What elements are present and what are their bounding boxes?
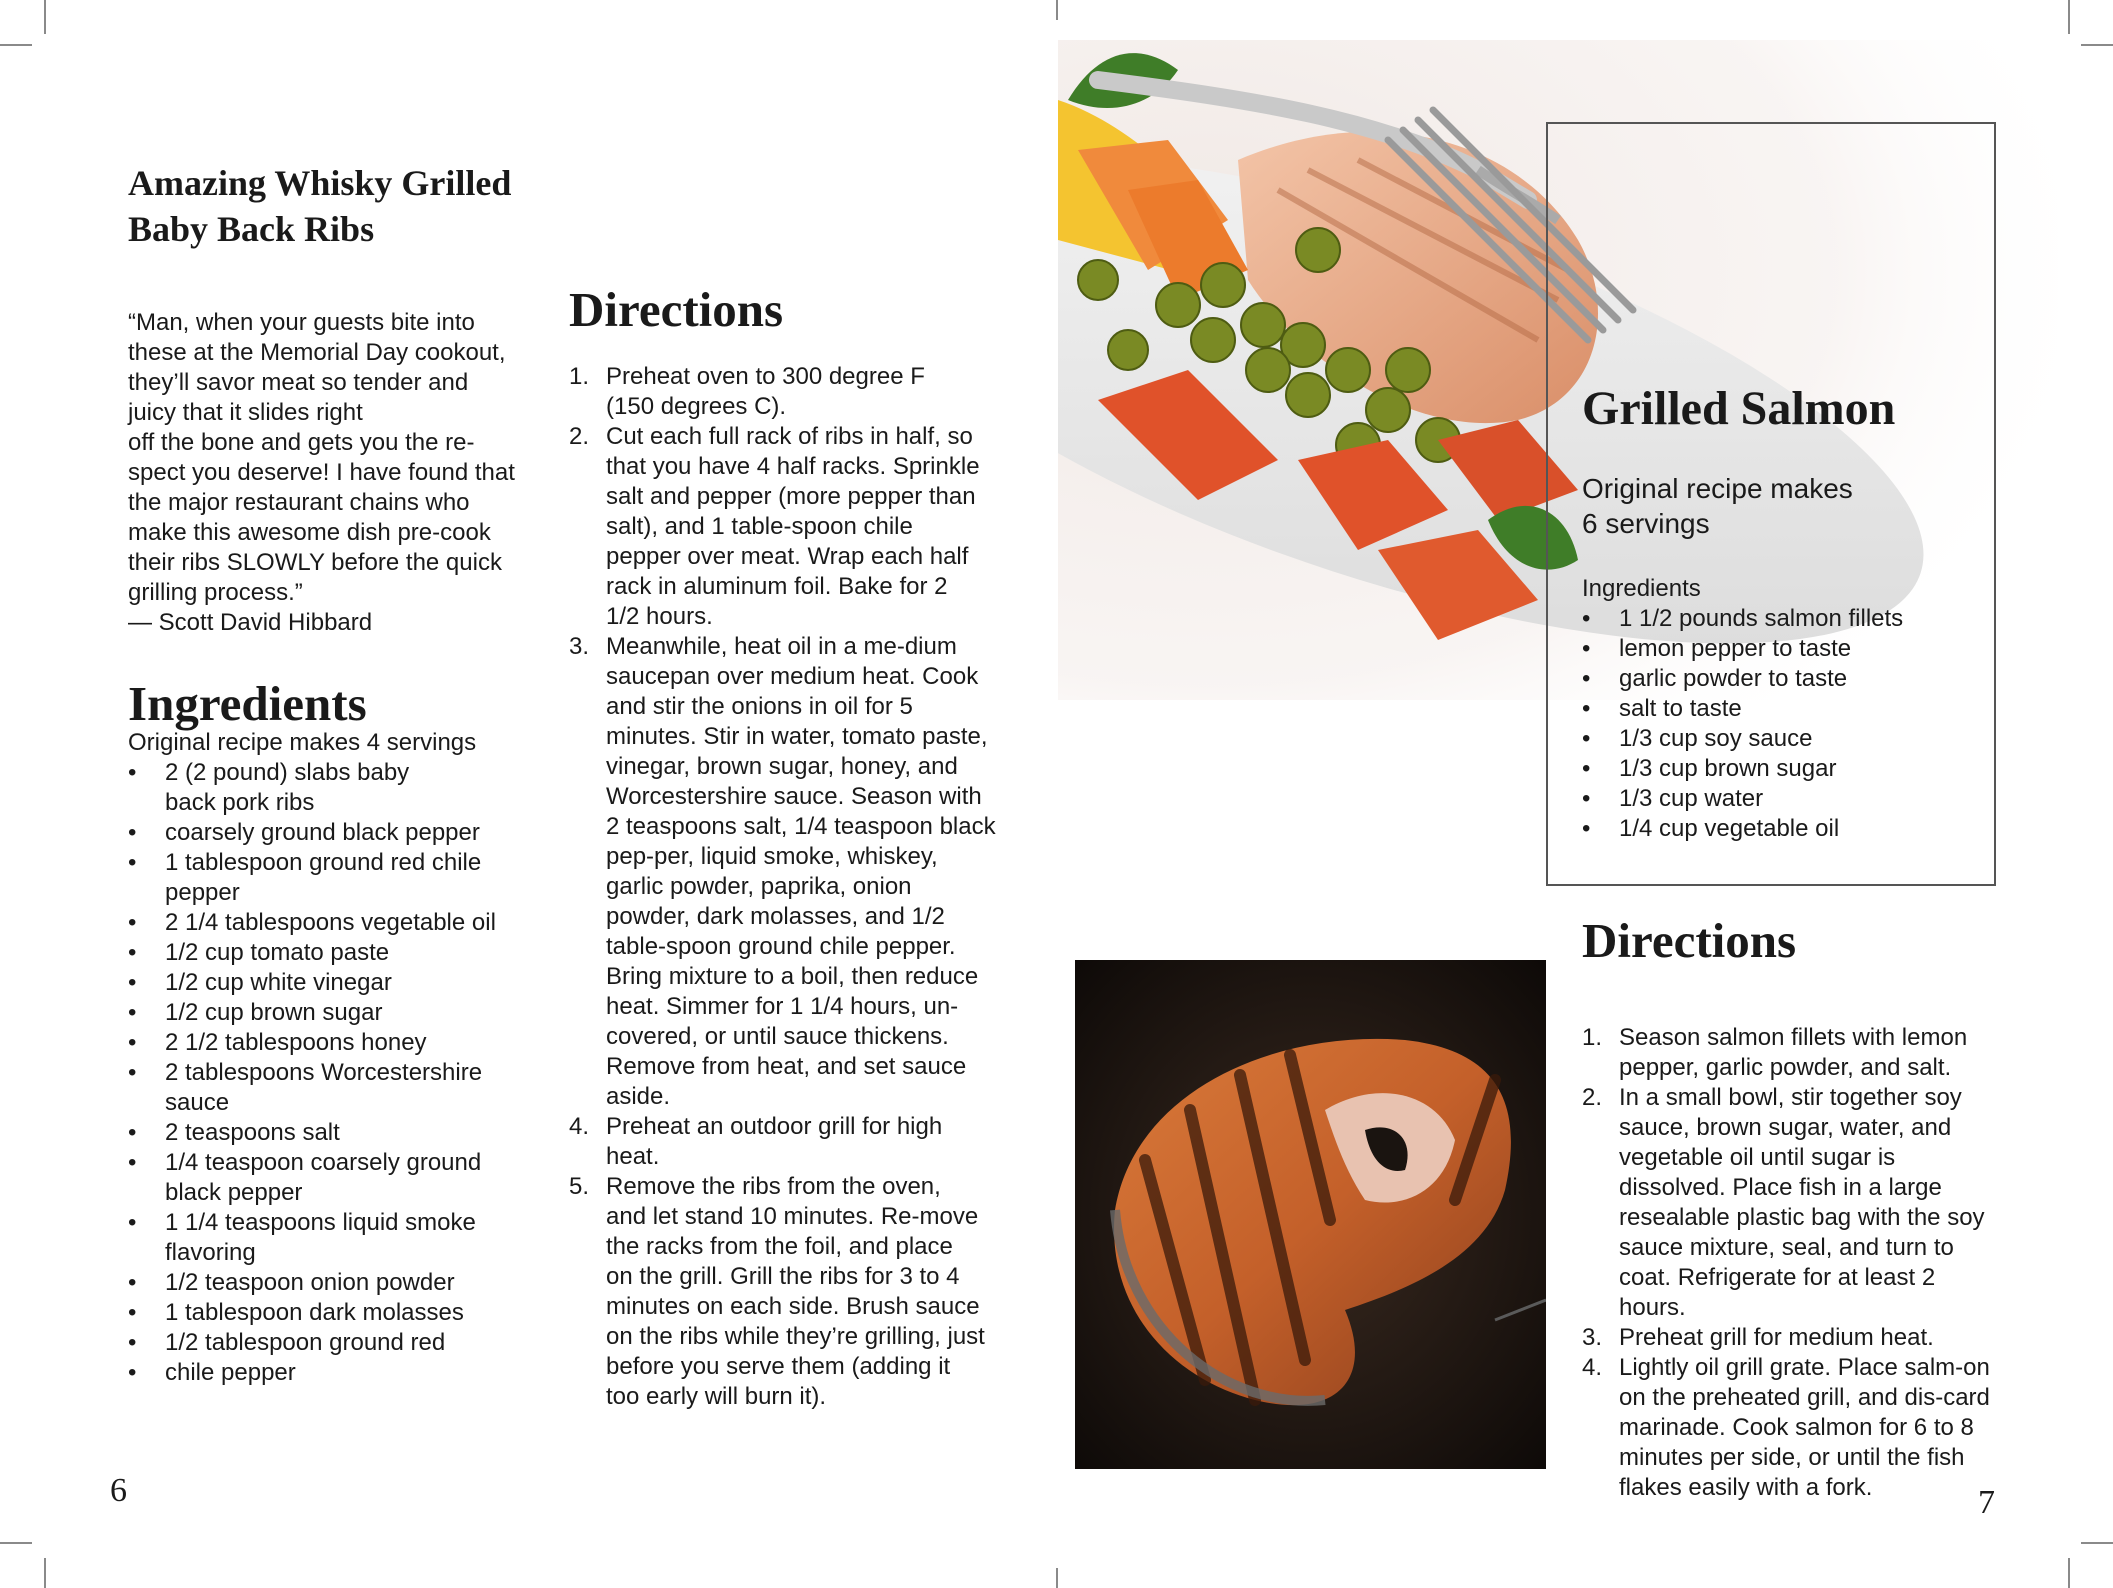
ingredient-item: • salt to taste bbox=[1582, 694, 1982, 724]
crop-mark bbox=[0, 1542, 32, 1544]
ingredient-item: • coarsely ground black pepper bbox=[128, 818, 508, 848]
directions-list bbox=[569, 362, 996, 1412]
crop-mark bbox=[44, 1558, 46, 1588]
ingredient-item: • 2 (2 pound) slabs baby back pork ribs bbox=[128, 758, 465, 818]
direction-step: 2. Cut each full rack of ribs in half, so that you have 4 half racks. Sprinkle salt and pepper (more pepper than salt), and 1 table-spoon chile pepper over meat. Wrap each half rack in aluminum foil. Bake for 2 1/2 hours. bbox=[569, 423, 980, 630]
crop-mark bbox=[44, 0, 46, 34]
direction-step-text: Meanwhile, heat oil in a me-dium saucepan over medium heat. Cook and stir the onions in oil for 5 minutes. Stir in water, tomato paste, vinegar, brown sugar, honey, and Worcestershire sauce. Season with 2 teaspoons salt, 1/4 teaspoon black pep-per, liquid smoke, whiskey, garlic powder, paprika, onion powder, dark molasses, and 1/2 table-spoon ground chile pepper. Bring mixture to a boil, then reduce heat. Simmer for 1 1/4 hours, un-covered, or until sauce thickens. Remove from heat, and set sauce aside. bbox=[606, 633, 996, 1110]
ingredient-item: • 1 1/2 pounds salmon fillets bbox=[1582, 604, 1982, 634]
ingredient-item: • 2 1/4 tablespoons vegetable oil bbox=[128, 908, 508, 938]
ingredient-item: • 1/3 cup water bbox=[1582, 784, 1982, 814]
quote-line: their ribs SLOWLY before the quick bbox=[128, 549, 502, 576]
quote-line: the major restaurant chains who bbox=[128, 489, 470, 516]
recipe-title-line1: Amazing Whisky Grilled bbox=[128, 163, 512, 203]
ingredient-item: • 1/4 cup vegetable oil bbox=[1582, 814, 1982, 844]
quote-attribution: — Scott David Hibbard bbox=[128, 609, 373, 636]
ingredients-section bbox=[128, 728, 548, 1388]
quote-line: off the bone and gets you the re- bbox=[128, 429, 475, 456]
ingredient-item: • lemon pepper to taste bbox=[1582, 634, 1982, 664]
direction-step: 1. Season salmon fillets with lemon pepper, garlic powder, and salt. bbox=[1582, 1024, 1968, 1081]
recipe-title-line2: Baby Back Ribs bbox=[128, 209, 375, 249]
direction-step: 1. Preheat oven to 300 degree F (150 degrees C). bbox=[569, 363, 925, 420]
direction-step-text: Lightly oil grill grate. Place salm-on on the preheated grill, and dis-card marinade. Cook salmon for 6 to 8 minutes per side, or until the fish flakes easily with a fork. bbox=[1619, 1354, 1990, 1501]
quote-line: juicy that it slides right bbox=[128, 399, 363, 426]
salmon-servings bbox=[1582, 471, 1853, 541]
grilled-salmon-steak-photo bbox=[1075, 960, 1546, 1469]
ingredient-item: • 1/2 cup tomato paste bbox=[128, 938, 508, 968]
servings-line: 6 servings bbox=[1582, 508, 1710, 539]
quote-line: they’ll savor meat so tender and bbox=[128, 369, 469, 396]
ingredient-item: • 1/2 teaspoon onion powder bbox=[128, 1268, 508, 1298]
salmon-ingredients-list bbox=[1582, 604, 1982, 844]
quote-line: these at the Memorial Day cookout, bbox=[128, 339, 506, 366]
ingredients-label: Ingredients bbox=[1582, 575, 1701, 602]
direction-step: 4. Preheat an outdoor grill for high heat. bbox=[569, 1113, 943, 1170]
page-number: 7 bbox=[1978, 1484, 1995, 1521]
direction-step-text: Remove the ribs from the oven, and let stand 10 minutes. Re-move the racks from the foil, and place on the grill. Grill the ribs for 3 to 4 minutes on each side. Brush sauce on the ribs while they’re grilling, just before you serve them (adding it too early will burn it). bbox=[606, 1173, 985, 1410]
ingredient-item: • 1/2 cup brown sugar bbox=[128, 998, 508, 1028]
crop-mark bbox=[1056, 0, 1058, 20]
crop-mark bbox=[2081, 44, 2113, 46]
ingredient-item: • garlic powder to taste bbox=[1582, 664, 1982, 694]
direction-step: 4. Lightly oil grill grate. Place salm-on on the preheated grill, and dis-card marinade. Cook salmon for 6 to 8 minutes per side, or until the fish flakes easily with a fork. bbox=[1582, 1354, 1990, 1501]
salmon-title: Grilled Salmon bbox=[1582, 382, 1896, 435]
ingredient-item: • 2 tablespoons Worcestershire sauce bbox=[128, 1058, 505, 1118]
direction-step-text: In a small bowl, stir together soy sauce, brown sugar, water, and vegetable oil until sugar is dissolved. Place fish in a large resealable plastic bag with the soy sauce mixture, seal, and turn to coat. Refrigerate for at least 2 hours. bbox=[1619, 1084, 1985, 1321]
crop-mark bbox=[2081, 1542, 2113, 1544]
ingredients-heading: Ingredients bbox=[128, 676, 367, 731]
ingredient-item: • 1/2 cup white vinegar bbox=[128, 968, 508, 998]
crop-mark bbox=[1056, 1568, 1058, 1588]
ingredient-item: • 1/3 cup brown sugar bbox=[1582, 754, 1982, 784]
directions-heading: Directions bbox=[569, 282, 784, 337]
direction-step-text: Cut each full rack of ribs in half, so that you have 4 half racks. Sprinkle salt and pepper (more pepper than salt), and 1 table-spoon chile pepper over meat. Wrap each half rack in aluminum foil. Bake for 2 1/2 hours. bbox=[606, 423, 980, 630]
direction-step-text: Preheat grill for medium heat. bbox=[1619, 1324, 1934, 1351]
salmon-directions-list bbox=[1582, 1023, 2002, 1503]
direction-step-text: Preheat oven to 300 degree F (150 degrees C). bbox=[606, 363, 925, 420]
direction-step-text: Preheat an outdoor grill for high heat. bbox=[606, 1113, 943, 1170]
ingredient-item: • 1 tablespoon dark molasses bbox=[128, 1298, 508, 1328]
ingredient-item: • 1/3 cup soy sauce bbox=[1582, 724, 1982, 754]
salmon-steak-illustration bbox=[1075, 960, 1546, 1469]
direction-step: 5. Remove the ribs from the oven, and let stand 10 minutes. Re-move the racks from the foil, and place on the grill. Grill the ribs for 3 to 4 minutes on each side. Brush sauce on the ribs while they’re grilling, just before you serve them (adding it too early will burn it). bbox=[569, 1173, 985, 1410]
salmon-ingredients bbox=[1582, 574, 1982, 844]
crop-mark bbox=[0, 44, 32, 46]
crop-mark bbox=[2068, 1558, 2070, 1588]
ingredients-list bbox=[128, 758, 508, 1388]
quote-line: spect you deserve! I have found that bbox=[128, 459, 515, 486]
page-number: 6 bbox=[110, 1472, 127, 1509]
ingredient-item: • 1 tablespoon ground red chile pepper bbox=[128, 848, 505, 908]
ingredient-item: • 1 1/4 teaspoons liquid smoke flavoring bbox=[128, 1208, 505, 1268]
ingredient-item: • 2 1/2 tablespoons honey bbox=[128, 1028, 508, 1058]
salmon-directions-heading: Directions bbox=[1582, 913, 1797, 968]
servings-line: Original recipe makes bbox=[1582, 473, 1853, 504]
testimonial-quote bbox=[128, 308, 548, 638]
ingredient-item: • 2 teaspoons salt bbox=[128, 1118, 508, 1148]
servings-text: Original recipe makes 4 servings bbox=[128, 729, 477, 756]
recipe-title bbox=[128, 160, 511, 252]
direction-step: 3. Meanwhile, heat oil in a me-dium saucepan over medium heat. Cook and stir the onions in oil for 5 minutes. Stir in water, tomato paste, vinegar, brown sugar, honey, and Worcestershire sauce. Season with 2 teaspoons salt, 1/4 teaspoon black pep-per, liquid smoke, whiskey, garlic powder, paprika, onion powder, dark molasses, and 1/2 table-spoon ground chile pepper. Bring mixture to a boil, then reduce heat. Simmer for 1 1/4 hours, un-covered, or until sauce thickens. Remove from heat, and set sauce aside. bbox=[569, 633, 996, 1110]
quote-line: “Man, when your guests bite into bbox=[128, 309, 475, 336]
direction-step: 2. In a small bowl, stir together soy sauce, brown sugar, water, and vegetable oil until sugar is dissolved. Place fish in a large resealable plastic bag with the soy sauce mixture, seal, and turn to coat. Refrigerate for at least 2 hours. bbox=[1582, 1084, 1985, 1321]
ingredient-item: • 1/2 tablespoon ground red bbox=[128, 1328, 508, 1358]
crop-mark bbox=[2068, 0, 2070, 34]
ingredient-item: • chile pepper bbox=[128, 1358, 508, 1388]
quote-line: grilling process.” bbox=[128, 579, 303, 606]
direction-step-text: Season salmon fillets with lemon pepper, garlic powder, and salt. bbox=[1619, 1024, 1968, 1081]
quote-line: make this awesome dish pre-cook bbox=[128, 519, 491, 546]
ingredient-item: • 1/4 teaspoon coarsely ground black pepper bbox=[128, 1148, 505, 1208]
direction-step: 3. Preheat grill for medium heat. bbox=[1582, 1324, 1934, 1351]
